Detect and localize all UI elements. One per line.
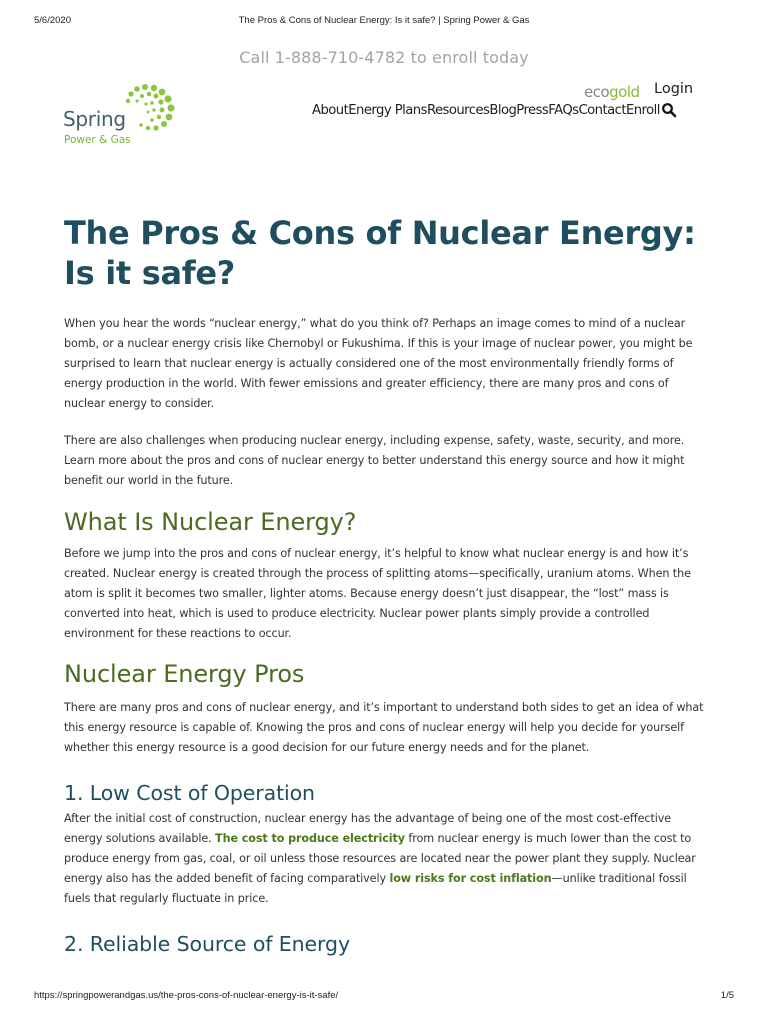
low-cost-paragraph <box>64 809 708 909</box>
nav-item-resources[interactable]: Resources <box>426 102 490 118</box>
nav-item-enroll[interactable]: Enroll <box>625 102 660 118</box>
print-footer <box>34 990 734 1004</box>
nav-item-about[interactable]: About <box>312 102 349 118</box>
main-nav <box>312 102 677 118</box>
nav-item-energy-plans[interactable]: Energy Plans <box>348 102 427 118</box>
logo-burst-icon <box>121 84 179 132</box>
logo-brand-text: Spring <box>63 107 126 131</box>
intro-paragraph-1: When you hear the words “nuclear energy,” what do you think of? Perhaps an image comes to mind of a nuclear bomb, or a nuclear energy crisis like Chernobyl or Fukushima. If this is your image of nuclear power, you might be surprised to learn that nuclear energy is actually considered one of the most environmentally friendly forms of energy production in the world. With fewer emissions and greater efficiency, there are many pros and cons of nuclear energy to consider. <box>64 317 693 411</box>
low-cost-text-2: from nuclear energy is much lower than the cost to produce energy from gas, coal, or oil unless those resources are located near the power plant they supply. Nuclear energy also has the added benefit of facing comparatively <box>64 832 696 886</box>
low-cost-text-1: After the initial cost of construction, nuclear energy has the advantage of being one of the most cost-effective energy solutions available. <box>64 812 672 846</box>
ecogold-eco-text: eco <box>584 83 610 101</box>
page-title: The Pros & Cons of Nuclear Energy: Is it safe? <box>64 214 696 292</box>
print-date: 5/6/2020 <box>34 15 71 26</box>
logo-sub-text: Power & Gas <box>64 134 131 146</box>
link-cost-to-produce-electricity[interactable]: The cost to produce electricity <box>215 832 405 846</box>
heading-low-cost-of-operation: 1. Low Cost of Operation <box>64 781 315 805</box>
nav-item-press[interactable]: Press <box>516 102 549 118</box>
print-header <box>34 15 734 29</box>
print-page-title: The Pros & Cons of Nuclear Energy: Is it safe? | Spring Power & Gas <box>238 15 530 26</box>
nav-item-faqs[interactable]: FAQs <box>548 102 579 118</box>
ecogold-gold-text: gold <box>609 83 640 101</box>
print-page-number: 1/5 <box>720 990 734 1001</box>
nav-item-blog[interactable]: Blog <box>489 102 517 118</box>
spring-logo[interactable] <box>63 84 188 148</box>
low-cost-text-3: —unlike traditional fossil fuels that regularly fluctuate in price. <box>64 872 687 906</box>
login-link[interactable]: Login <box>654 81 694 97</box>
pros-paragraph: There are many pros and cons of nuclear energy, and it’s important to understand both sides to get an idea of what this energy resource is capable of. Knowing the pros and cons of nuclear energy will help you decide for yourself whether this energy resource is a good decision for our future energy needs and for the planet. <box>64 701 704 755</box>
link-low-risks-cost-inflation[interactable]: low risks for cost inflation <box>389 872 552 886</box>
heading-nuclear-energy-pros: Nuclear Energy Pros <box>64 660 305 688</box>
heading-what-is-nuclear-energy: What Is Nuclear Energy? <box>64 508 357 536</box>
what-is-paragraph: Before we jump into the pros and cons of nuclear energy, it’s helpful to know what nuclear energy is and how it’s created. Nuclear energy is created through the process of splitting atoms—specifically, uranium atoms. When the atom is split it becomes two smaller, lighter atoms. Because energy doesn’t just disappear, the “lost” mass is converted into heat, which is used to produce electricity. Nuclear power plants simply provide a controlled environment for these reactions to occur. <box>64 547 691 641</box>
nav-item-contact[interactable]: Contact <box>578 102 626 118</box>
heading-reliable-source-of-energy: 2. Reliable Source of Energy <box>64 932 350 956</box>
intro-paragraph-2: There are also challenges when producing nuclear energy, including expense, safety, waste, security, and more. Learn more about the pros and cons of nuclear energy to better understand this energy source and how it might benefit our world in the future. <box>64 434 685 488</box>
search-icon[interactable] <box>661 102 677 118</box>
ecogold-logo[interactable] <box>584 82 640 101</box>
call-to-enroll[interactable]: Call 1-888-710-4782 to enroll today <box>239 48 529 67</box>
print-url: https://springpowerandgas.us/the-pros-cons-of-nuclear-energy-is-it-safe/ <box>34 990 339 1001</box>
